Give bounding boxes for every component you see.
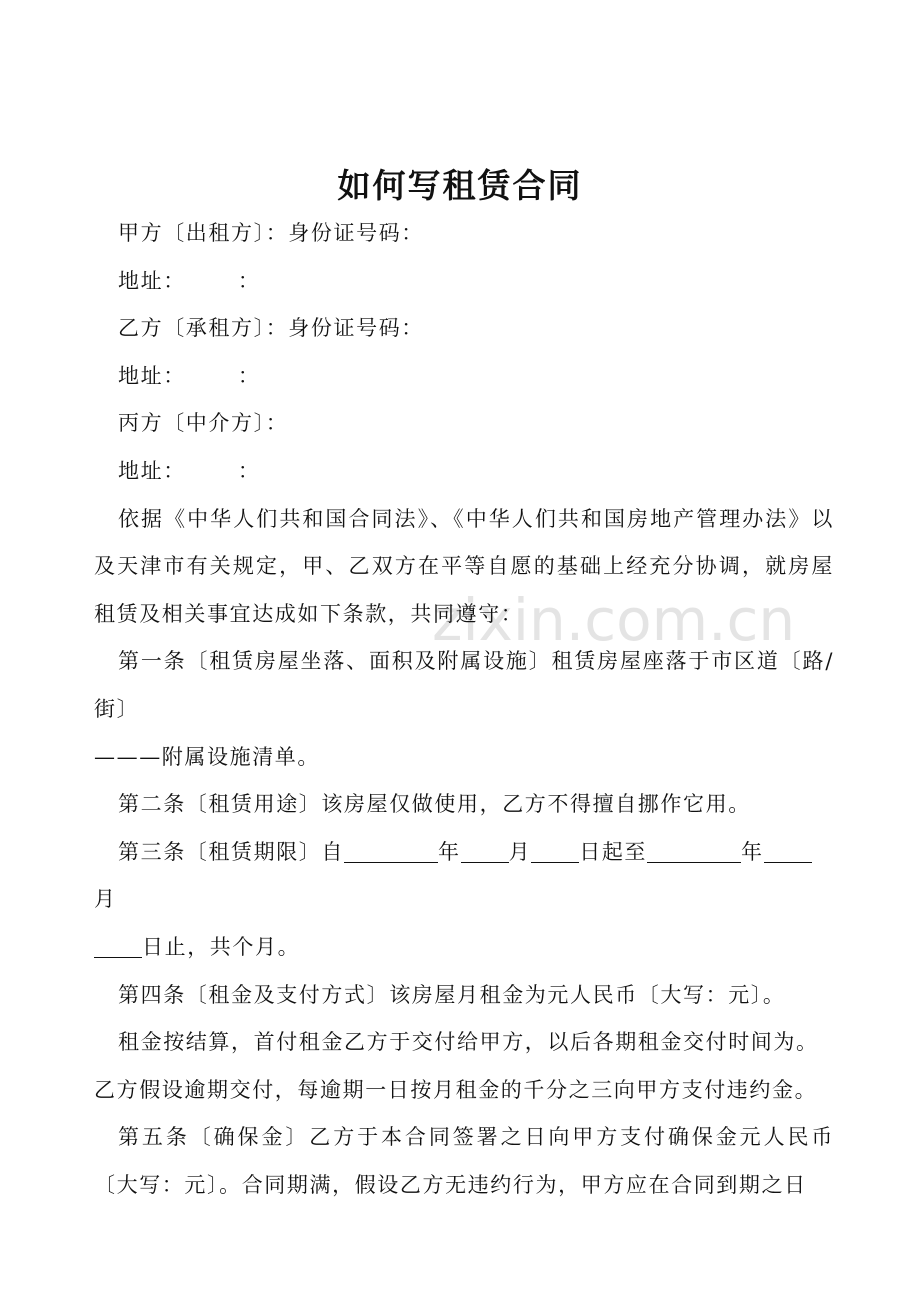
party-c-line: 丙方〔中介方〕： (118, 411, 289, 436)
address-label: 地址： (118, 363, 186, 388)
end-day-blank (94, 933, 142, 958)
start-month-blank (461, 838, 509, 863)
document-title: 如何写租赁合同 (337, 166, 583, 205)
article-5: 第五条〔确保金〕乙方于本合同签署之日向甲方支付确保金元人民币〔大写：元〕。合同期满，假设乙方无违约行为，甲方应在合同到期之日 (94, 1125, 834, 1197)
article-3-prefix: 第三条〔租赁期限〕自 (118, 839, 344, 864)
article-4-penalty: 乙方假设逾期交付，每逾期一日按月租金的千分之三向甲方支付违约金。 (94, 1077, 818, 1102)
article-1: 第一条〔租赁房屋坐落、面积及附属设施〕租赁房屋座落于市区道〔路/街〕 (94, 649, 834, 721)
party-b-line: 乙方〔承租方〕：身份证号码： (118, 316, 424, 341)
year-label: 年 (741, 839, 764, 864)
month-label: 月 (94, 887, 117, 912)
watermark: zixin.com.cn (432, 586, 796, 654)
party-c-address (94, 448, 834, 496)
article-1-facilities-list: ———附属设施清单。 (94, 744, 320, 769)
day-end-label: 日止，共个月。 (142, 934, 301, 959)
address-label: 地址： (118, 458, 186, 483)
article-4-payment: 租金按结算，首付租金乙方于交付给甲方，以后各期租金交付时间为。 (118, 1030, 819, 1055)
address-colon: ： (237, 268, 261, 293)
end-month-blank (764, 838, 812, 863)
address-colon: ： (237, 458, 261, 483)
document-body (94, 210, 834, 1209)
preamble-paragraph: 依据《中华人们共和国合同法》、《中华人们共和国房地产管理办法》以及天津市有关规定，甲、乙双方在平等自愿的基础上经充分协调，就房屋租赁及相关事宜达成如下条款，共同遵守： (94, 506, 834, 626)
month-label: 月 (508, 839, 532, 864)
article-2: 第二条〔租赁用途〕该房屋仅做使用，乙方不得擅自挪作它用。 (118, 792, 751, 817)
article-4: 第四条〔租金及支付方式〕该房屋月租金为元人民币〔大写：元〕。 (118, 982, 786, 1007)
year-label: 年 (438, 839, 461, 864)
start-year-blank (344, 838, 438, 863)
party-a-address (94, 258, 834, 306)
article-3 (94, 829, 834, 972)
day-start-label: 日起至 (579, 839, 648, 864)
end-year-blank (647, 838, 741, 863)
party-a-line: 甲方〔出租方〕：身份证号码： (118, 221, 424, 245)
party-b-address (94, 353, 834, 401)
start-day-blank (531, 838, 579, 863)
address-label: 地址： (118, 268, 186, 293)
address-colon: ： (237, 363, 261, 388)
